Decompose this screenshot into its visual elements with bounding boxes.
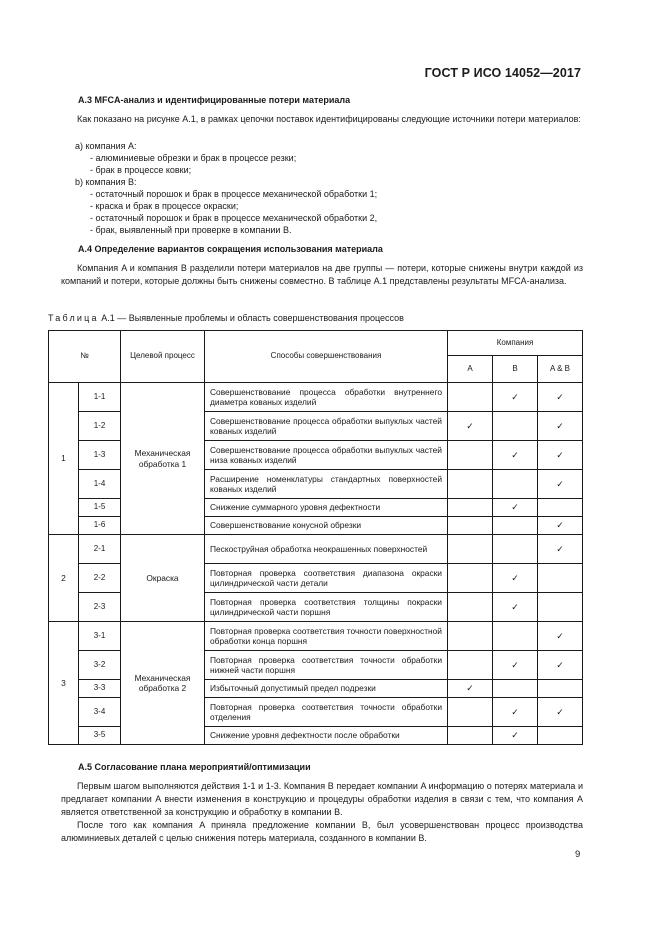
- row-code: 1-5: [79, 499, 121, 517]
- header-company-ab: A & B: [538, 356, 583, 383]
- check-icon: ✓: [493, 564, 538, 593]
- header-company-a: A: [448, 356, 493, 383]
- company-b-item: - остаточный порошок и брак в процессе механической обработки 1;: [90, 189, 378, 199]
- check-icon: ✓: [538, 412, 583, 441]
- row-code: 3-2: [79, 651, 121, 680]
- check-icon: ✓: [538, 622, 583, 651]
- check-icon: ✓: [538, 698, 583, 727]
- row-method: Снижение суммарного уровня дефектности: [205, 499, 448, 517]
- check-icon: ✓: [493, 727, 538, 745]
- row-code: 1-2: [79, 412, 121, 441]
- check-icon: ✓: [493, 698, 538, 727]
- check-icon: ✓: [493, 383, 538, 412]
- company-a-label: a) компания A:: [75, 141, 137, 151]
- group-process: Механическая обработка 1: [121, 383, 205, 535]
- row-code: 3-5: [79, 727, 121, 745]
- row-method: Повторная проверка соответствия точности поверхностной обработки конца поршня: [205, 622, 448, 651]
- company-b-item: - краска и брак в процессе окраски;: [90, 201, 239, 211]
- check-icon: ✓: [493, 593, 538, 622]
- check-icon: ✓: [538, 651, 583, 680]
- section-a3-heading: A.3 MFCA-анализ и идентифицированные потери материала: [78, 95, 351, 105]
- row-method: Совершенствование конусной обрезки: [205, 517, 448, 535]
- company-b-item: - остаточный порошок и брак в процессе механической обработки 2,: [90, 213, 378, 223]
- check-icon: ✓: [538, 470, 583, 499]
- row-code: 3-3: [79, 680, 121, 698]
- header-number: №: [49, 331, 121, 383]
- page-number: 9: [575, 849, 581, 860]
- table-row: [49, 535, 583, 564]
- check-icon: ✓: [538, 535, 583, 564]
- row-code: 2-3: [79, 593, 121, 622]
- check-icon: ✓: [493, 441, 538, 470]
- row-code: 3-1: [79, 622, 121, 651]
- row-method: Пескоструйная обработка неокрашенных поверхностей: [205, 535, 448, 564]
- section-a3-intro: Как показано на рисунке A.1, в рамках цепочки поставок идентифицированы следующие источники потери материалов:: [77, 114, 581, 124]
- row-method: Расширение номенклатуры стандартных поверхностей кованых изделий: [205, 470, 448, 499]
- row-method: Повторная проверка соответствия толщины покраски цилиндрической части поршня: [205, 593, 448, 622]
- company-a-item: - брак в процессе ковки;: [90, 165, 192, 175]
- group-process: Механическая обработка 2: [121, 622, 205, 745]
- company-b-label: b) компания B:: [75, 177, 137, 187]
- group-process: Окраска: [121, 535, 205, 622]
- row-code: 1-3: [79, 441, 121, 470]
- row-method: Совершенствование процесса обработки внутреннего диаметра кованых изделий: [205, 383, 448, 412]
- document-header-standard: ГОСТ Р ИСО 14052—2017: [424, 66, 581, 80]
- row-code: 1-4: [79, 470, 121, 499]
- section-a5-paragraph-1: Первым шагом выполняются действия 1-1 и 1-3. Компания B передает компании A информацию о потерях материала и предлагает компании A внести изменения в конструкцию и процедуры обработки изделия в связи с тем, что компания A является ответственной за конструкцию и обработку в компании B.: [61, 781, 583, 818]
- group-number: 3: [49, 622, 79, 745]
- check-icon: ✓: [448, 680, 493, 698]
- row-method: Повторная проверка соответствия точности обработки нижней части поршня: [205, 651, 448, 680]
- section-a4-heading: A.4 Определение вариантов сокращения использования материала: [78, 244, 383, 254]
- check-icon: ✓: [538, 517, 583, 535]
- group-number: 1: [49, 383, 79, 535]
- check-icon: ✓: [448, 412, 493, 441]
- row-method: Совершенствование процесса обработки выпуклых частей низа кованых изделий: [205, 441, 448, 470]
- check-icon: ✓: [538, 441, 583, 470]
- row-code: 1-1: [79, 383, 121, 412]
- section-a5-paragraph-2: После того как компания A приняла предложение компании B, был усовершенствован процесс производства алюминиевых деталей с целью снижения потерь материала, созданного в компании B.: [61, 820, 583, 844]
- row-method: Повторная проверка соответствия точности обработки отделения: [205, 698, 448, 727]
- row-method: Снижение уровня дефектности после обработки: [205, 727, 448, 745]
- header-methods: Способы совершенствования: [205, 331, 448, 383]
- row-method: Избыточный допустимый предел подрезки: [205, 680, 448, 698]
- header-company-b: B: [493, 356, 538, 383]
- group-number: 2: [49, 535, 79, 622]
- table-row: [49, 383, 583, 412]
- header-company: Компания: [448, 331, 583, 356]
- section-a4-text: Компания A и компания B разделили потери материалов на две группы — потери, которые снижены внутри каждой из компаний и потери, которые должны быть снижены совместно. В таблице A.1 представлены результаты MFCA-анализа.: [61, 263, 583, 287]
- company-a-item: - алюминиевые обрезки и брак в процессе резки;: [90, 153, 297, 163]
- row-code: 2-1: [79, 535, 121, 564]
- table-row: [49, 622, 583, 651]
- row-code: 1-6: [79, 517, 121, 535]
- company-b-item: - брак, выявленный при проверке в компании B.: [90, 225, 292, 235]
- check-icon: ✓: [538, 383, 583, 412]
- check-icon: ✓: [493, 651, 538, 680]
- row-method: Повторная проверка соответствия диапазона окраски цилиндрической части детали: [205, 564, 448, 593]
- row-method: Совершенствование процесса обработки выпуклых частей кованых изделий: [205, 412, 448, 441]
- table-caption: Таблица A.1 — Выявленные проблемы и область совершенствования процессов: [48, 313, 404, 323]
- section-a5-heading: A.5 Согласование плана мероприятий/оптимизации: [78, 762, 311, 772]
- header-target-process: Целевой процесс: [121, 331, 205, 383]
- check-icon: ✓: [493, 499, 538, 517]
- row-code: 2-2: [79, 564, 121, 593]
- improvement-table: [48, 330, 583, 745]
- row-code: 3-4: [79, 698, 121, 727]
